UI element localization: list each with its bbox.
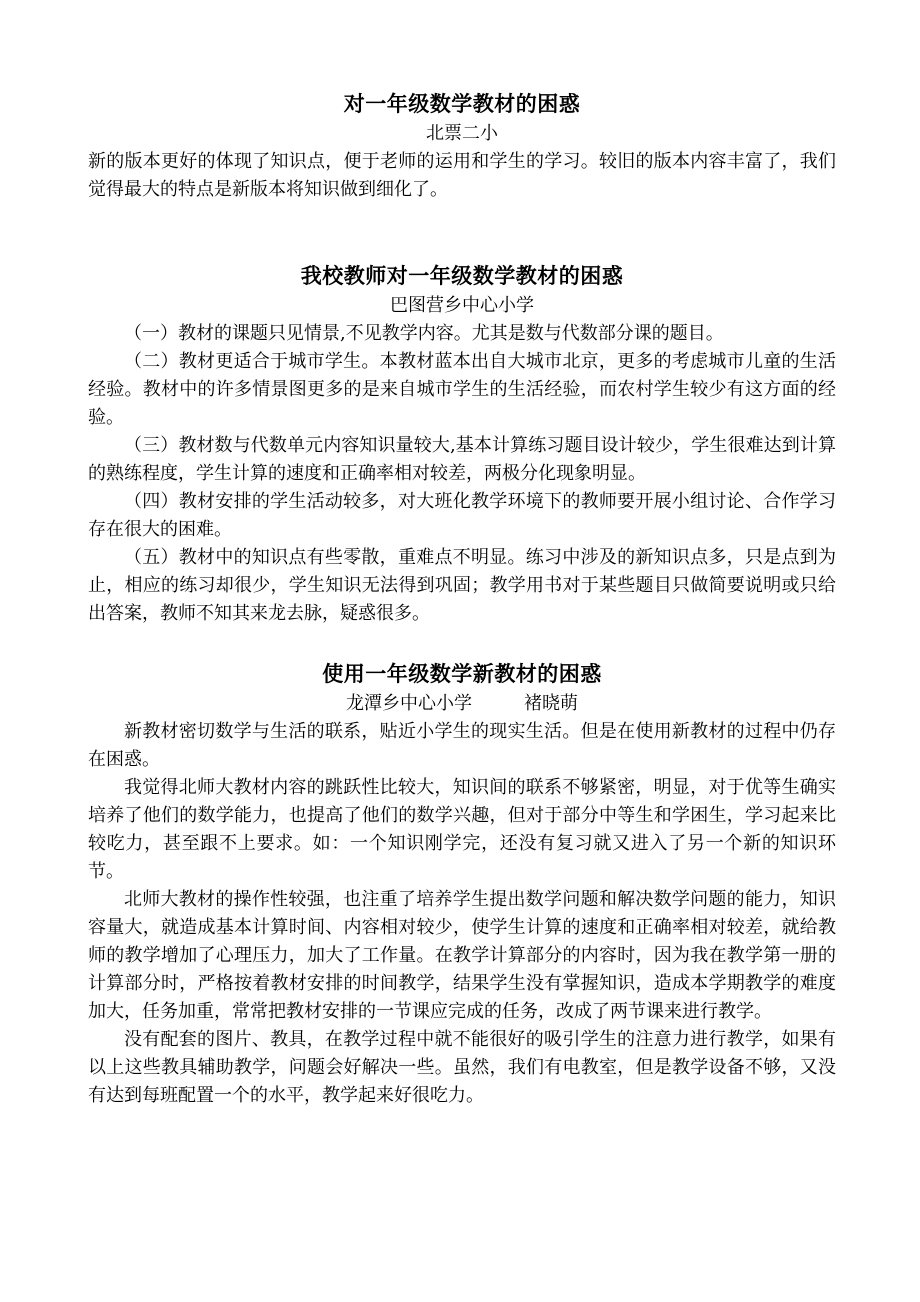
section-2-title: 我校教师对一年级数学教材的困惑: [300, 264, 624, 288]
section-2-paragraph: （一）教材的课题只见情景,不见教学内容。尤其是数与代数部分课的题目。: [124, 323, 724, 344]
section-1: [88, 88, 836, 204]
section-3-author-name: 褚晓萌: [524, 693, 578, 714]
section-3-title: 使用一年级数学新教材的困惑: [322, 662, 602, 686]
section-3-paragraph: 北师大教材的操作性较强，也注重了培养学生提出数学问题和解决数学问题的能力，知识容量大，就造成基本计算时间、内容相对较少，使学生计算的速度和正确率相对较差，就给教师的教学增加了心理压力，加大了工作量。在教学计算部分的内容时，因为我在教学第一册的计算部分时，严格按着教材安排的时间教学，结果学生没有掌握知识，造成本学期教学的难度加大，任务加重，常常把教材安排的一节课应完成的任务，改成了两节课来进行教学。: [88, 889, 836, 1022]
section-1-paragraph: 新的版本更好的体现了知识点，便于老师的运用和学生的学习。较旧的版本内容丰富了，我们觉得最大的特点是新版本将知识做到细化了。: [88, 151, 836, 200]
section-3-paragraph: 没有配套的图片、教具，在教学过程中就不能很好的吸引学生的注意力进行教学，如果有以上这些教具辅助教学，问题会好解决一些。虽然，我们有电教室，但是教学设备不够，又没有达到每班配置一个的水平，教学起来好很吃力。: [88, 1029, 836, 1106]
section-2-paragraph: （五）教材中的知识点有些零散，重难点不明显。练习中涉及的新知识点多，只是点到为止，相应的练习却很少，学生知识无法得到巩固；教学用书对于某些题目只做简要说明或只给出答案，教师不知其来龙去脉，疑惑很多。: [88, 547, 836, 624]
section-3-paragraph: 新教材密切数学与生活的联系，贴近小学生的现实生活。但是在使用新教材的过程中仍存在困惑。: [88, 721, 836, 770]
section-3: [88, 658, 836, 1110]
section-1-author: 北票二小: [426, 123, 498, 144]
section-3-author: [88, 690, 836, 718]
document-page: [88, 88, 836, 1110]
section-2-paragraph: （四）教材安排的学生活动较多，对大班化教学环境下的教师要开展小组讨论、合作学习存在很大的困难。: [88, 491, 836, 540]
section-2-paragraph: （二）教材更适合于城市学生。本教材蓝本出自大城市北京，更多的考虑城市儿童的生活经验。教材中的许多情景图更多的是来自城市学生的生活经验，而农村学生较少有这方面的经验。: [88, 351, 836, 428]
section-3-author-school: 龙潭乡中心小学: [346, 693, 472, 714]
section-2-author: 巴图营乡中心小学: [390, 295, 534, 316]
section-3-paragraph: 我觉得北师大教材内容的跳跃性比较大，知识间的联系不够紧密，明显，对于优等生确实培养了他们的数学能力，也提高了他们的数学兴趣，但对于部分中等生和学困生，学习起来比较吃力，甚至跟不上要求。如：一个知识刚学完，还没有复习就又进入了另一个新的知识环节。: [88, 777, 836, 882]
section-2-paragraph: （三）教材数与代数单元内容知识量较大,基本计算练习题目设计较少，学生很难达到计算的熟练程度，学生计算的速度和正确率相对较差，两极分化现象明显。: [88, 435, 836, 484]
section-2: [88, 260, 836, 628]
section-1-title: 对一年级数学教材的困惑: [343, 92, 581, 116]
